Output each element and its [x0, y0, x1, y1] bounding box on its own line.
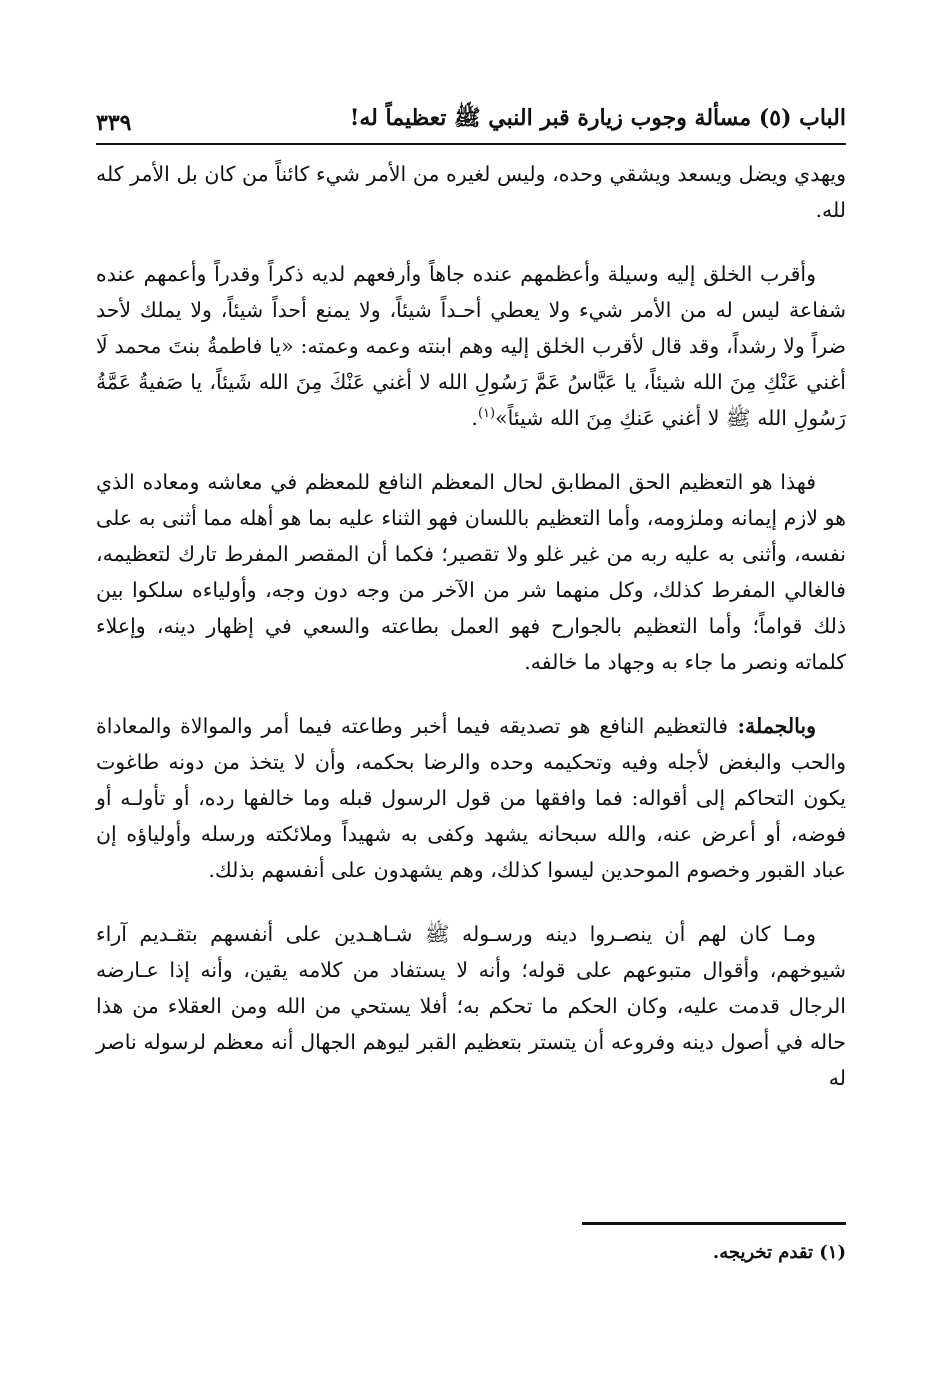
- page-number: ٣٣٩: [96, 110, 132, 136]
- paragraph-1: [96, 156, 846, 228]
- running-header: [96, 92, 846, 136]
- paragraph-text: فالتعظيم النافع هو تصديقه فيما أخبر وطاعته فيما أمر والموالاة والمعاداة والحب والبغض لأجله وفيه وتحكيمه وحده والرضا بحكمه، وأن لا يتخذ من دونه طاغوت يكون التحاكم إلى أقواله: فما وافقها من قول الرسول قبله وما خالفها رده، أو تأولـه أو فوضه، أو أعرض عنه، والله سبحانه يشهد وكفى به شهيداً وملائكته ورسله وأولياؤه إن عباد القبور وخصوم الموحدين ليسوا كذلك، وهم يشهدون على أنفسهم بذلك.: [96, 714, 846, 882]
- header-divider: [96, 143, 846, 145]
- footnote: (١) تقدم تخريجه.: [712, 1242, 846, 1263]
- paragraph-3: [96, 464, 846, 680]
- paragraph-2: وأقرب الخلق إليه وسيلة وأعظمهم عنده جاهاً وأرفعهم لديه ذكراً وقدراً وأعمهم عنده شفاعة ليس له من الأمر شيء ولا يعطي أحـداً شيئاً، ولا يمنع أحداً شيئاً، ولا يملك لأحد ضراً ولا رشداً، وقد قال لأقرب الخلق إليه وهم ابنته وعمه وعمته: «يا فاطمةُ بنتَ محمد لَا أغني عَنْكِ مِنَ الله شيئاً، يا عَبَّاسُ عَمَّ رَسُولِ الله لا أغني عَنْكَ مِنَ الله شَيئاً، يا صَفيةُ عَمَّةُ رَسُولِ الله ﷺ لا أغني عَنكِ مِنَ الله شيئاً»$^{(١)}$.: [96, 262, 846, 430]
- paragraph-text: ويهدي ويضل ويسعد ويشقي وحده، وليس لغيره من الأمر شيء كائناً من كان بل الأمر كله لله.: [96, 162, 846, 222]
- footnote-divider: [582, 1222, 846, 1225]
- paragraph-lead: وبالجملة:: [728, 714, 816, 738]
- paragraph-5: [96, 916, 846, 1096]
- paragraph-4: [96, 708, 846, 888]
- paragraph-text: وأقرب الخلق إليه وسيلة وأعظمهم عنده جاهاً وأرفعهم لديه ذكراً وقدراً وأعمهم عنده شفاعة ليس له من الأمر شيء ولا يعطي أحـداً شيئاً، ولا يمنع أحداً شيئاً، ولا يملك لأحد ضراً ولا رشداً، وقد قال لأقرب الخلق إليه وهم ابنته وعمه وعمته: «يا فاطمةُ بنتَ محمد لَا أغني عَنْكِ مِنَ الله شيئاً، يا عَبَّاسُ عَمَّ رَسُولِ الله لا أغني عَنْكَ مِنَ الله شَيئاً، يا صَفيةُ عَمَّةُ رَسُولِ الله ﷺ لا أغني عَنكِ مِنَ الله شيئاً»: [96, 262, 846, 430]
- chapter-title: الباب (٥) مسألة وجوب زيارة قبر النبي ﷺ تعظيماً له!: [349, 105, 846, 131]
- paragraph-text: ومـا كان لهم أن ينصـروا دينه ورسـوله ﷺ شـاهـدين على أنفسهم بتقـديم آراء شيوخهم، وأقوال متبوعهم على قوله؛ وأنه لا يستفاد من كلامه يقين، وأنه إذا عـارضه الرجال قدمت عليه، وكان الحكم ما تحكم به؛ أفلا يستحي من الله ومن العقلاء من هذا حاله في أصول دينه وفروعه أن يتستر بتعظيم القبر ليوهم الجهال أنه معظم لرسوله ناصر له: [96, 922, 846, 1090]
- paragraph-text: فهذا هو التعظيم الحق المطابق لحال المعظم النافع للمعظم في معاشه ومعاده الذي هو لازم إيمانه وملزومه، وأما التعظيم باللسان فهو الثناء عليه بما هو أهله مما أثنى به على نفسه، وأثنى به عليه ربه من غير غلو ولا تقصير؛ فكما أن المقصر المفرط تارك لتعظيمه، فالغالي المفرط كذلك، وكل منهما شر من الآخر من وجه دون وجه، وأولياءه سلكوا بين ذلك قواماً؛ وأما التعظيم بالجوارح فهو العمل بطاعته والسعي في إظهار دينه، وإعلاء كلماته ونصر ما جاء به وجهاد ما خالفه.: [96, 470, 846, 674]
- main-text: [96, 156, 846, 1124]
- footnote-reference[interactable]: (١): [477, 406, 496, 422]
